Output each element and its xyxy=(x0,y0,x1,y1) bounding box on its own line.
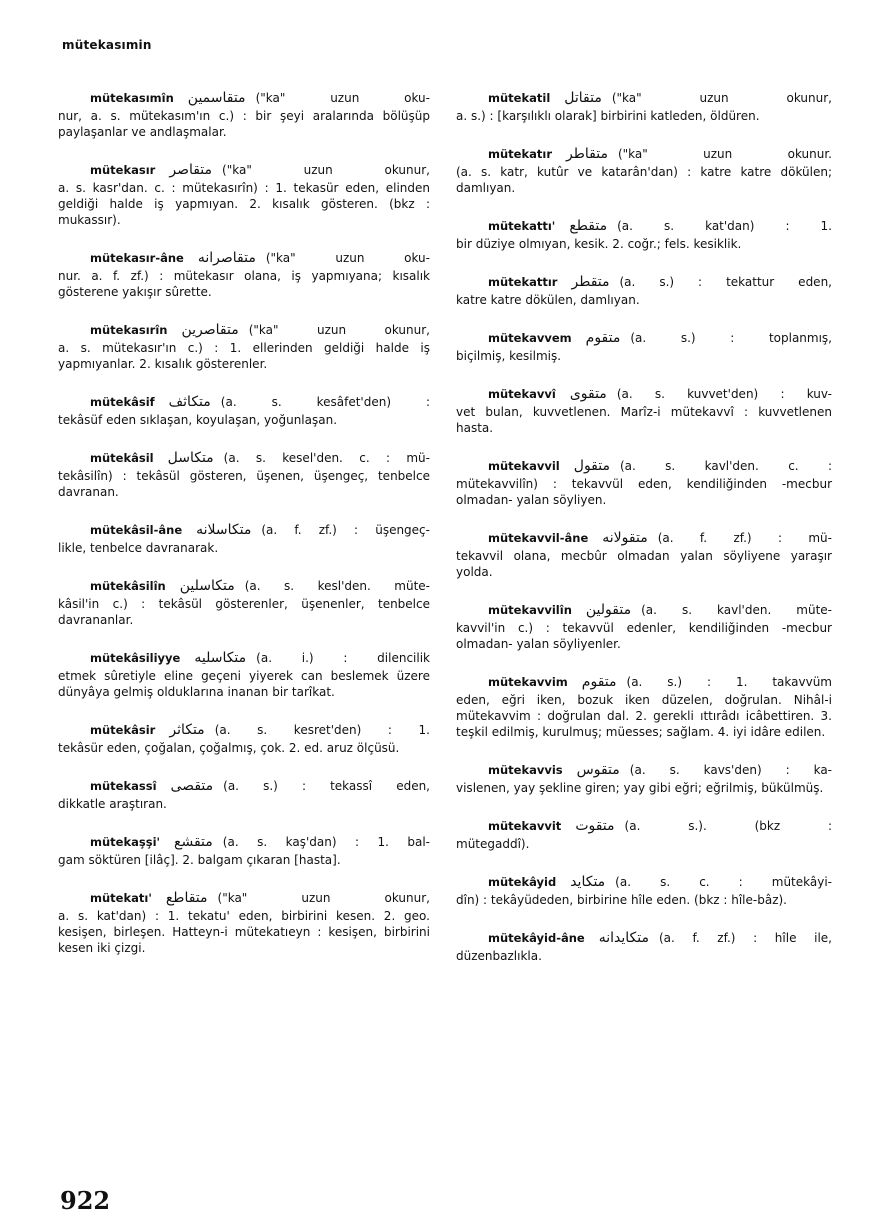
arabic-script: متكاسليه xyxy=(194,650,247,666)
headword: mütekavvem xyxy=(488,331,572,345)
entry-first-line xyxy=(456,530,832,546)
arabic-script: متقاصرانه xyxy=(197,250,256,266)
definition-lead: (a. f. zf.) : hîle ile, xyxy=(658,931,832,945)
dictionary-entry xyxy=(456,458,832,508)
arabic-script: متقوس xyxy=(576,762,620,778)
definition-body: katre katre dökülen, damlıyan. xyxy=(456,293,640,307)
entry-first-line xyxy=(58,650,430,666)
definition-body: vet bulan, kuvvetlenen. Marîz-i mütekavvî : kuvvetlenen hasta. xyxy=(456,405,832,435)
arabic-script: متكاثف xyxy=(168,394,211,410)
definition-lead: (a. f. zf.) : üşengeç- xyxy=(261,523,430,537)
arabic-script: متقول xyxy=(573,458,610,474)
right-column xyxy=(456,90,832,986)
entry-first-line xyxy=(58,522,430,538)
headword: mütekâsil xyxy=(90,451,154,465)
arabic-script: متقطر xyxy=(571,274,610,290)
definition-lead: (a. s. kavl'den. müte- xyxy=(641,603,832,617)
arabic-script: متقاتل xyxy=(564,90,602,106)
definition-lead: (a. s.) : tekassî eden, xyxy=(223,779,430,793)
arabic-script: متكاسل xyxy=(167,450,214,466)
definition-lead: (a. s. kat'dan) : 1. xyxy=(617,219,832,233)
arabic-script: متقشع xyxy=(174,834,213,850)
definition-lead: (a. s. kesâfet'den) : xyxy=(220,395,430,409)
definition-body: nur. a. f. zf.) : mütekasır olana, iş yapmıyana; kısalık gösterene yakışır sûrette. xyxy=(58,269,430,299)
headword: mütekasır xyxy=(90,163,156,177)
entry-first-line xyxy=(456,602,832,618)
entry-first-line xyxy=(58,834,430,850)
definition-body: a. s.) : [karşılıklı olarak] birbirini katleden, öldüren. xyxy=(456,109,760,123)
definition-body: tekâsür eden, çoğalan, çoğalmış, çok. 2. ed. aruz ölçüsü. xyxy=(58,741,400,755)
definition-body: a. s. kasr'dan. c. : mütekasırîn) : 1. tekasür eden, elinden geldiği halde iş yapmıyan. 2. kısalık gösteren. (bkz : mukassır). xyxy=(58,181,430,227)
entry-first-line xyxy=(456,458,832,474)
dictionary-entry xyxy=(58,90,430,140)
headword: mütekatır xyxy=(488,147,552,161)
definition-body: etmek sûretiyle eline geçeni yiyerek can beslemek üzere dünyâya gelmiş olduklarına inanan bir tarîkat. xyxy=(58,669,430,699)
entry-first-line xyxy=(456,274,832,290)
dictionary-entry xyxy=(58,394,430,428)
definition-body: gam söktüren [ilâç]. 2. balgam çıkaran [hasta]. xyxy=(58,853,341,867)
definition-lead: (a. s. kavs'den) : ka- xyxy=(629,763,832,777)
dictionary-entry xyxy=(58,250,430,300)
entry-first-line xyxy=(58,578,430,594)
dictionary-entry xyxy=(58,162,430,228)
entry-first-line xyxy=(456,146,832,162)
definition-body: likle, tenbelce davranarak. xyxy=(58,541,219,555)
arabic-script: متقوم xyxy=(585,330,621,346)
arabic-script: متقولانه xyxy=(602,530,648,546)
arabic-script: متقصى xyxy=(170,778,214,794)
definition-body: tekavvil olana, mecbûr olmadan yalan söyliyene yaraşır yolda. xyxy=(456,549,832,579)
dictionary-entry xyxy=(456,90,832,124)
headword: mütekavvî xyxy=(488,387,556,401)
definition-lead: ("ka" uzun okunur, xyxy=(222,163,430,177)
definition-body: (a. s. katr, kutûr ve katarân'dan) : katre katre dökülen; damlıyan. xyxy=(456,165,832,195)
definition-lead: ("ka" uzun okunur, xyxy=(611,91,832,105)
dictionary-entry xyxy=(58,778,430,812)
entry-first-line xyxy=(58,722,430,738)
dictionary-entry xyxy=(456,146,832,196)
definition-lead: (a. s. kuvvet'den) : kuv- xyxy=(616,387,832,401)
definition-body: a. s. mütekasır'ın c.) : 1. ellerinden geldiği halde iş yapmıyanlar. 2. kısalık gösterenler. xyxy=(58,341,430,371)
definition-lead: (a. s. kesl'den. müte- xyxy=(244,579,430,593)
dictionary-entry xyxy=(456,330,832,364)
entry-first-line xyxy=(456,330,832,346)
arabic-script: متقاطع xyxy=(165,890,208,906)
arabic-script: متقوت xyxy=(575,818,615,834)
entry-first-line xyxy=(456,762,832,778)
dictionary-entry xyxy=(58,322,430,372)
dictionary-entry xyxy=(456,218,832,252)
definition-body: nur, a. s. mütekasım'ın c.) : bir şeyi aralarında bölüşüp paylaşanlar ve andlaşmalar. xyxy=(58,109,430,139)
definition-body: mütekavvilîn) : tekavvül eden, kendiliğinden -mecbur olmadan- yalan söyliyen. xyxy=(456,477,832,507)
headword: mütekavvis xyxy=(488,763,563,777)
headword: mütekâsif xyxy=(90,395,155,409)
entry-first-line xyxy=(58,162,430,178)
definition-lead: ("ka" uzun oku- xyxy=(255,91,430,105)
definition-body: dikkatle araştıran. xyxy=(58,797,167,811)
dictionary-entry xyxy=(58,650,430,700)
definition-lead: (a. s. kesel'den. c. : mü- xyxy=(223,451,430,465)
entry-first-line xyxy=(58,778,430,794)
definition-body: a. s. kat'dan) : 1. tekatu' eden, birbirini kesen. 2. geo. kesişen, birleşen. Hatteyn-i mütekatıeyn : kesişen, birbirini kesen iki çizgi. xyxy=(58,909,430,955)
entry-first-line xyxy=(456,386,832,402)
dictionary-entry xyxy=(456,530,832,580)
entry-first-line xyxy=(456,674,832,690)
entry-first-line xyxy=(456,90,832,106)
definition-body: tekâsüf eden sıklaşan, koyulaşan, yoğunlaşan. xyxy=(58,413,338,427)
headword: mütekatı' xyxy=(90,891,152,905)
dictionary-entry xyxy=(456,930,832,964)
definition-lead: (a. i.) : dilencilik xyxy=(256,651,430,665)
definition-lead: (a. s. kesret'den) : 1. xyxy=(214,723,430,737)
arabic-script: متكايد xyxy=(570,874,606,890)
arabic-script: متقاصرين xyxy=(181,322,239,338)
definition-lead: (a. s.) : tekattur eden, xyxy=(619,275,832,289)
dictionary-entry xyxy=(456,386,832,436)
headword: mütekavvil-âne xyxy=(488,531,589,545)
arabic-script: متكاسلانه xyxy=(196,522,252,538)
headword: mütekattı' xyxy=(488,219,556,233)
headword: mütekasır-âne xyxy=(90,251,184,265)
entry-first-line xyxy=(456,930,832,946)
arabic-script: متكايدانه xyxy=(598,930,649,946)
headword: mütekattır xyxy=(488,275,558,289)
headword: mütekâyid xyxy=(488,875,557,889)
arabic-script: متقاصر xyxy=(169,162,213,178)
arabic-script: متقوى xyxy=(569,386,607,402)
entry-first-line xyxy=(456,818,832,834)
definition-body: kâsil'in c.) : tekâsül gösterenler, üşenenler, tenbelce davrananlar. xyxy=(58,597,430,627)
headword: mütekassî xyxy=(90,779,157,793)
definition-body: biçilmiş, kesilmiş. xyxy=(456,349,562,363)
definition-body: dîn) : tekâyüdeden, birbirine hîle eden. (bkz : hîle-bâz). xyxy=(456,893,787,907)
headword: mütekavvim xyxy=(488,675,568,689)
definition-lead: ("ka" uzun okunur. xyxy=(617,147,832,161)
definition-body: eden, eğri iken, bozuk iken düzelen, doğrulan. Nihâl-i mütekavvim : doğrulan dal. 2. gerekli ıttırâdı icâbettiren. 3. teşkil edilmiş, kurulmuş; müesses; sağlam. 4. iyi idâre edilen. xyxy=(456,693,832,739)
definition-body: düzenbazlıkla. xyxy=(456,949,542,963)
definition-lead: ("ka" uzun okunur, xyxy=(248,323,430,337)
dictionary-entry xyxy=(58,834,430,868)
dictionary-entry xyxy=(456,274,832,308)
definition-lead: (a. s.) : toplanmış, xyxy=(630,331,832,345)
definition-body: tekâsilîn) : tekâsül gösteren, üşenen, üşengeç, tenbelce davranan. xyxy=(58,469,430,499)
definition-lead: (a. s. c. : mütekâyi- xyxy=(615,875,832,889)
arabic-script: متكاسلين xyxy=(179,578,235,594)
definition-lead: ("ka" uzun oku- xyxy=(265,251,430,265)
dictionary-entry xyxy=(58,578,430,628)
left-column xyxy=(58,90,430,978)
arabic-script: متقوم xyxy=(581,674,617,690)
dictionary-entry xyxy=(58,890,430,956)
definition-lead: ("ka" uzun okunur, xyxy=(217,891,430,905)
page-number: 922 xyxy=(60,1186,111,1215)
headword: mütekasırîn xyxy=(90,323,168,337)
headword: mütekavvilîn xyxy=(488,603,572,617)
dictionary-entry xyxy=(456,674,832,740)
headword: mütekavvil xyxy=(488,459,560,473)
arabic-script: متقولين xyxy=(585,602,632,618)
arabic-script: متقطع xyxy=(569,218,608,234)
definition-lead: (a. s. kavl'den. c. : xyxy=(619,459,832,473)
definition-lead: (a. s.). (bkz : xyxy=(624,819,832,833)
entry-first-line xyxy=(58,322,430,338)
entry-first-line xyxy=(456,218,832,234)
headword: mütekatil xyxy=(488,91,551,105)
definition-body: mütegaddî). xyxy=(456,837,530,851)
headword: mütekâsiliyye xyxy=(90,651,181,665)
dictionary-entry xyxy=(456,818,832,852)
entry-first-line xyxy=(58,394,430,410)
definition-body: vislenen, yay şekline giren; yay gibi eğri; eğrilmiş, bükülmüş. xyxy=(456,781,824,795)
arabic-script: متكاثر xyxy=(169,722,205,738)
definition-lead: (a. f. zf.) : mü- xyxy=(657,531,832,545)
entry-first-line xyxy=(58,890,430,906)
headword: mütekâsir xyxy=(90,723,156,737)
dictionary-entry xyxy=(58,522,430,556)
headword: mütekavvit xyxy=(488,819,562,833)
dictionary-entry xyxy=(58,722,430,756)
headword: mütekaşşi' xyxy=(90,835,161,849)
entry-first-line xyxy=(58,90,430,106)
headword: mütekâsil-âne xyxy=(90,523,183,537)
dictionary-entry xyxy=(456,874,832,908)
headword: mütekâsilîn xyxy=(90,579,166,593)
definition-body: bir düziye olmıyan, kesik. 2. coğr.; fels. kesiklik. xyxy=(456,237,742,251)
definition-body: kavvil'in c.) : tekavvül edenler, kendiliğinden -mecbur olmadan- yalan söyliyenler. xyxy=(456,621,832,651)
running-head: mütekasımin xyxy=(62,38,152,52)
entry-first-line xyxy=(58,450,430,466)
headword: mütekâyid-âne xyxy=(488,931,585,945)
definition-lead: (a. s. kaş'dan) : 1. bal- xyxy=(222,835,430,849)
headword: mütekasımîn xyxy=(90,91,174,105)
dictionary-entry xyxy=(456,602,832,652)
entry-first-line xyxy=(456,874,832,890)
definition-lead: (a. s.) : 1. takavvüm xyxy=(626,675,832,689)
dictionary-entry xyxy=(58,450,430,500)
arabic-script: متقاطر xyxy=(566,146,608,162)
entry-first-line xyxy=(58,250,430,266)
arabic-script: متقاسمين xyxy=(187,90,246,106)
dictionary-entry xyxy=(456,762,832,796)
